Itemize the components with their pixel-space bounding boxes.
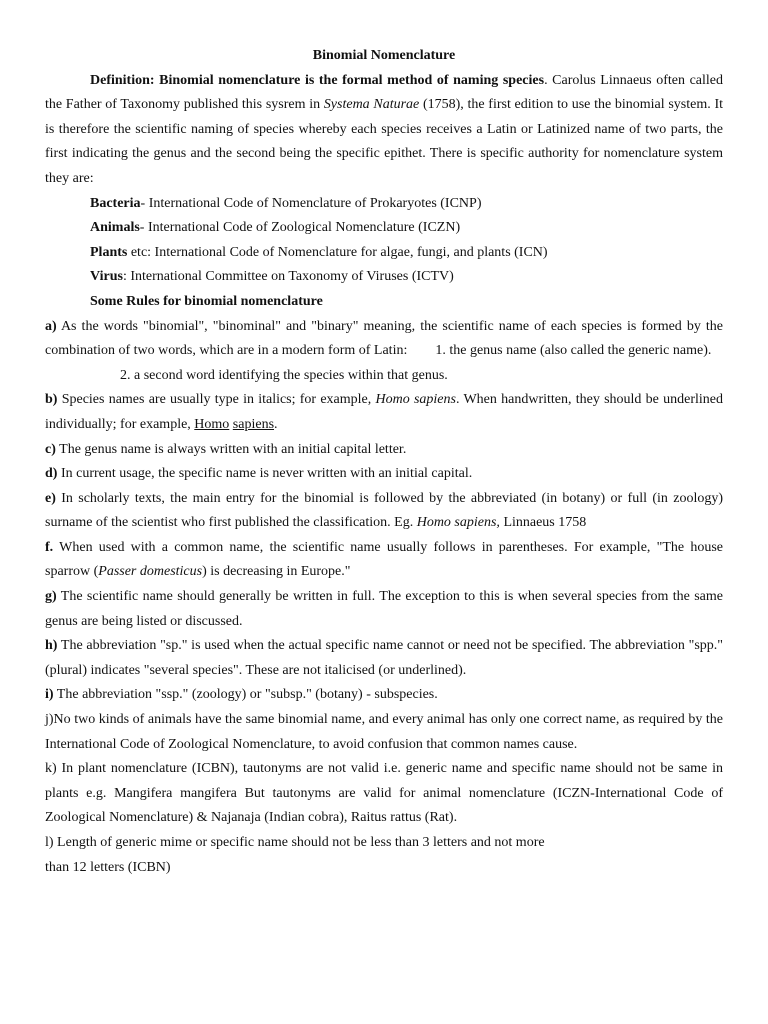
rule-k (45, 757, 723, 831)
rule-g (45, 585, 723, 634)
rule-label: c) (45, 441, 56, 457)
authority-text: : International Committee on Taxonomy of Viruses (ICTV) (122, 269, 454, 285)
rule-label: i) (45, 687, 54, 703)
authority-text: - International Code of Nomenclature of Prokaryotes (ICNP) (140, 195, 482, 211)
rule-text: l) Length of generic mime or specific name should not be less than 3 letters and not more (45, 835, 545, 850)
rule-label: g) (45, 589, 57, 605)
rule-j (45, 708, 723, 757)
rule-text: In current usage, the specific name is never written with an initial capital. (57, 466, 473, 482)
rule-label: d) (45, 466, 58, 482)
authority-label: Bacteria (90, 195, 141, 211)
definition-text-1: . Carolus Linnaeus often called the Father of Taxonomy published this sysrem in (45, 72, 723, 113)
authority-text: - International Code of Zoological Nomenclature (ICZN) (139, 220, 461, 236)
rule-a (45, 315, 723, 364)
definition-label: Definition: Binomial nomenclature is the formal method of naming species (90, 72, 545, 88)
rule-e-italic-example: Homo sapiens, (416, 515, 500, 531)
rule-i (45, 683, 723, 708)
rule-e (45, 487, 723, 536)
rule-text: . (274, 416, 278, 432)
rule-b-underline-genus: Homo (194, 416, 230, 432)
rule-h (45, 634, 723, 683)
authority-bacteria (45, 192, 723, 217)
systema-naturae-title: Systema Naturae (323, 97, 420, 113)
rule-text: The scientific name should generally be written in full. The exception to this is when several species from the same genus are being listed or discussed. (45, 589, 723, 629)
rule-a-item-1: 1. the genus name (also called the generic name). (435, 343, 712, 359)
rule-f (45, 536, 723, 585)
rule-text: ) is decreasing in Europe." (202, 564, 351, 580)
rule-c (45, 438, 723, 463)
rule-label: b) (45, 392, 58, 408)
rule-a-item-2-line (45, 364, 723, 389)
rule-text: As the words "binomial", "binominal" and "binary" meaning, the scientific name of each species is formed by the combination of two words, which are in a modern form of Latin: (45, 318, 723, 359)
authority-animals (45, 216, 723, 241)
authority-text: etc: International Code of Nomenclature for algae, fungi, and plants (ICN) (127, 244, 548, 260)
rule-a-item-2: 2. a second word identifying the species within that genus. (120, 367, 448, 383)
rule-text: In scholarly texts, the main entry for the binomial is followed by the abbreviated (in botany) or full (in zoology) surname of the scientist who first published the classification. Eg. (45, 490, 723, 531)
definition-paragraph (45, 69, 723, 192)
authority-virus (45, 265, 723, 290)
authority-plants (45, 241, 723, 266)
authority-label: Animals (90, 220, 140, 236)
rule-text: The abbreviation "ssp." (zoology) or "subsp." (botany) - subspecies. (53, 687, 438, 703)
rule-text: j)No two kinds of animals have the same binomial name, and every animal has only one correct name, as required by the International Code of Zoological Nomenclature, to avoid confusion that common names cause. (45, 712, 723, 752)
rule-text: Linnaeus 1758 (499, 515, 587, 531)
rule-l-line-2 (45, 856, 723, 881)
document-title: Binomial Nomenclature (312, 48, 456, 63)
rule-text: The abbreviation "sp." is used when the actual specific name cannot or need not be specified. The abbreviation "spp." (plural) indicates "several species". These are not italicised (or underlined). (45, 638, 723, 678)
rules-heading-text: Some Rules for binomial nomenclature (90, 293, 323, 309)
rule-text: Species names are usually type in italics; for example, (57, 392, 376, 408)
rule-label: e) (45, 490, 56, 506)
rule-text: than 12 letters (ICBN) (45, 859, 171, 875)
rule-label: a) (45, 318, 57, 334)
rule-text: The genus name is always written with an initial capital letter. (55, 441, 407, 457)
rule-b (45, 388, 723, 437)
authority-label: Plants (90, 244, 128, 260)
rule-l-line-1 (45, 831, 723, 856)
rule-b-italic-example: Homo sapiens (375, 392, 456, 408)
authority-label: Virus (90, 269, 123, 285)
rule-text: When used with a common name, the scientific name usually follows in parentheses. For example, "The house sparrow ( (45, 539, 723, 580)
rules-heading (45, 290, 723, 315)
rule-b-underline-species: sapiens (232, 416, 275, 432)
rule-text: . When handwritten, they should be underlined individually; for example, (45, 392, 723, 432)
rule-label: f. (45, 539, 54, 555)
definition-text-2: (1758), the first edition to use the binomial system. It is therefore the scientific naming of species whereby each species receives a Latin or Latinized name of two parts, the first indicating the genus and the second being the specific epithet. There is specific authority for nomenclature system they are: (45, 97, 724, 186)
rule-d (45, 462, 723, 487)
rule-f-italic-example: Passer domesticus (98, 564, 203, 580)
rule-label: h) (45, 638, 58, 654)
rule-text: k) In plant nomenclature (ICBN), tautonyms are not valid i.e. generic name and specific name should not be same in plants e.g. Mangifera mangifera But tautonyms are valid for animal nomenclature (ICZN-International Code of Zoological Nomenclature) & Najanaja (Indian cobra), Raitus rattus (Rat). (45, 761, 723, 826)
